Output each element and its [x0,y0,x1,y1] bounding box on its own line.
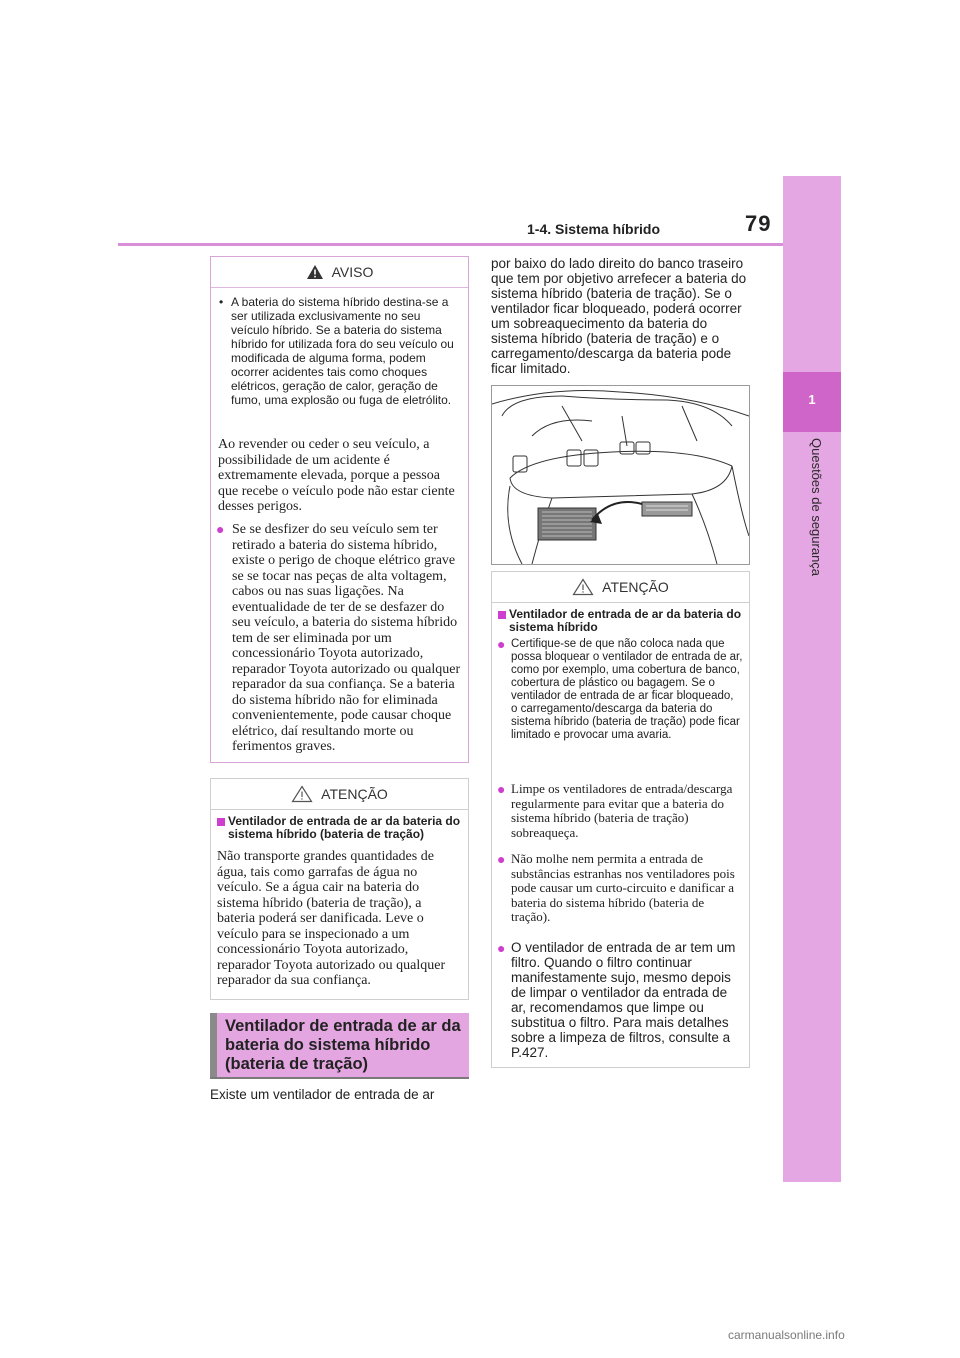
bullet-icon: ● [216,521,225,537]
bullet-icon: ● [497,781,506,797]
section-title: 1-4. Sistema híbrido [527,221,661,237]
square-bullet-icon [217,818,225,826]
body-text-start: Existe um ventilador de entrada de ar [210,1087,435,1102]
warning-paragraph: Ao revender ou ceder o seu veículo, a possibilidade de um acidente é extremamente elevada, porque a pessoa que recebe o veículo pode não estar ciente desses perigos. [218,437,455,514]
warning-box [210,256,469,763]
caution-2-item-3 [497,852,743,925]
list-dot: • [219,295,224,309]
caution-box-2 [491,571,750,1068]
square-bullet-icon [498,611,506,619]
caution-2-heading [498,608,744,634]
header-rule [118,243,783,246]
warning-item-1 [219,295,459,407]
caution-box-1-header [211,779,468,809]
caution-box-2-header [492,572,749,602]
bullet-icon: ● [497,636,506,652]
chapter-number: 1 [808,392,816,407]
caution-2-item-1-text: Certifique-se de que não coloca nada que possa bloquear o ventilador de entrada de ar, como por exemplo, uma cobertura de banco, cobertura de plástico ou bagagem. Se o ventilador de entrada de ar ficar bloqueado, o carregamento/descarga da bateria do sistema híbrido (bateria de tração) pode ficar limitado e provocar uma avaria. [511,638,743,741]
chapter-side-tab [783,176,841,1182]
warning-title: AVISO [331,264,374,280]
warning-divider [211,287,468,288]
warning-item-2-text: Se se desfizer do seu veículo sem ter retirado a bateria do sistema híbrido, existe o perigo de choque elétrico grave se se tocar nas peças de alta voltagem, cabos ou nas suas ligações. Na eventualidade de ter de se desfazer do seu veículo, a bateria do sistema híbrido tem de ser eliminada por um concessionário Toyota autorizado, reparador Toyota autorizado ou qualquer reparador da sua confiança. Se a bateria do sistema híbrido não for eliminada convenientemente, pode causar choque elétrico, daí resultando morte ou ferimentos graves. [232,522,461,754]
caution-outline-icon [572,578,594,596]
caution-2-item-3-text: Não molhe nem permita a entrada de substâncias estranhas nos ventiladores pois pode causar um curto-circuito e danificar a bateria do sistema híbrido (bateria de tração). [511,851,735,924]
caution-2-item-2 [497,782,743,840]
footer-watermark: carmanualsonline.info [728,1328,845,1342]
page-number: 79 [745,211,772,236]
warning-filled-icon [306,264,324,280]
chapter-label: Questões de segurança [809,438,824,577]
caution-title-1: ATENÇÃO [321,786,388,802]
rear-seat-illustration [491,385,750,565]
caution-box-1 [210,778,469,1000]
caution-2-heading-text: Ventilador de entrada de ar da bateria do sistema híbrido [509,607,742,634]
rear-seat-vent-icon [492,386,749,564]
caution-2-item-2-text: Limpe os ventiladores de entrada/descarga regularmente para evitar que a bateria do sistema híbrido (bateria de tração) sobreaqueça. [511,781,733,840]
body-text-continued: por baixo do lado direito do banco traseiro que tem por objetivo arrefecer a bateria do sistema híbrido (bateria de tração). Se o ventilador ficar bloqueado, poderá ocorrer um sobreaquecimento da bateria do sistema híbrido (bateria de tração) e o carregamento/descarga da bateria pode ficar limitado. [491,256,747,376]
caution-title-2: ATENÇÃO [602,579,669,595]
warning-item-1-text: A bateria do sistema híbrido destina-se a ser utilizada exclusivamente no seu veículo híbrido. Se a bateria do sistema híbrido for utilizada fora do seu veículo ou modificada de alguma forma, podem ocorrer acidentes tais como choques elétricos, geração de calor, geração de fumo, uma explosão ou fuga de eletrólito. [231,295,454,407]
caution-1-heading [217,815,463,841]
warning-item-2 [216,522,464,755]
section-heading-edge [210,1013,217,1079]
section-heading: Ventilador de entrada de ar da bateria do sistema híbrido (bateria de tração) [225,1017,461,1073]
bullet-icon: ● [497,851,506,867]
bullet-icon: ● [497,940,506,956]
caution-1-text: Não transporte grandes quantidades de água, tais como garrafas de água no veículo. Se a água cair na bateria do sistema híbrido (bateria de tração), a bateria poderá ser danificada. Leve o veículo para se inspecionado a um concessionário Toyota autorizado, reparador Toyota autorizado ou qualquer reparador da sua confiança. [217,849,446,988]
caution-2-item-1 [497,638,743,742]
caution-outline-icon [291,785,313,803]
caution-divider-1 [211,809,468,810]
caution-2-item-4 [497,940,743,1060]
caution-2-item-4-text: O ventilador de entrada de ar tem um filtro. Quando o filtro continuar manifestamente sujo, mesmo depois de limpar o ventilador da entrada de ar, recomendamos que limpe ou substitua o filtro. Para mais detalhes sobre a limpeza de filtros, consulte a P.427. [511,940,736,1060]
section-heading-underline [210,1077,469,1079]
caution-divider-2 [492,602,749,603]
warning-box-header [211,257,468,287]
caution-1-heading-text: Ventilador de entrada de ar da bateria do sistema híbrido (bateria de tração) [228,814,461,841]
